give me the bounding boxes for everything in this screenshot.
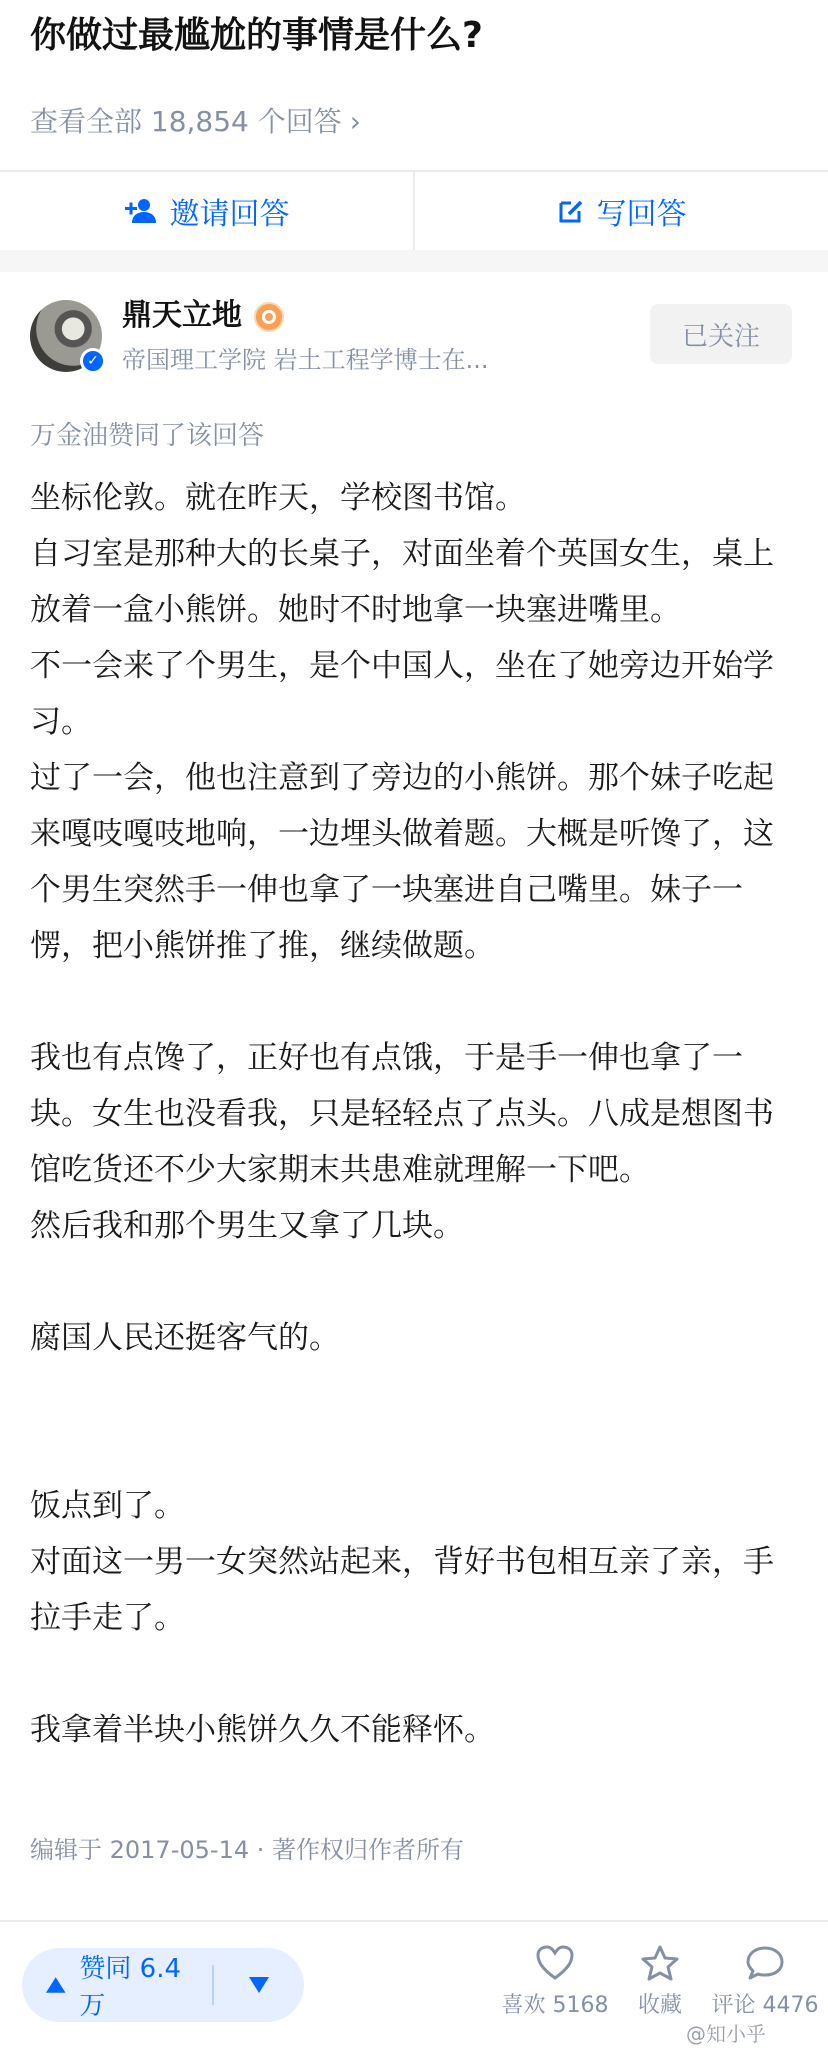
triangle-up-icon (44, 1975, 67, 1995)
write-answer-label: 写回答 (596, 197, 687, 232)
comment-button[interactable] (710, 1944, 820, 2019)
section-gap (0, 250, 828, 272)
invite-answer-label: 邀请回答 (169, 197, 290, 232)
downvote-button[interactable] (214, 1948, 304, 2022)
author-row (0, 272, 828, 392)
view-all-label: 查看全部 18,854 个回答 (30, 105, 342, 138)
view-all-answers-link[interactable] (30, 100, 361, 144)
watermark: @知小乎 (686, 2022, 766, 2046)
answer-paragraph: 我也有点馋了，正好也有点饿，于是手一伸也拿了一块。女生也没看我，只是轻轻点了点头。八成是想图书馆吃货还不少大家期末共患难就理解一下吧。 (30, 1040, 774, 1188)
collect-label: 收藏 (637, 1993, 682, 2018)
answer-paragraph: 自习室是那种大的长桌子，对面坐着个英国女生，桌上放着一盒小熊饼。她时不时地拿一块塞进嘴里。 (30, 536, 774, 628)
verified-badge-icon: ✓ (80, 348, 106, 374)
blank-line (30, 974, 800, 1030)
vote-pill (22, 1948, 304, 2022)
collect-button[interactable] (605, 1944, 715, 2019)
star-icon (640, 1944, 680, 1982)
bottom-action-bar (0, 1920, 828, 2052)
edit-meta: 编辑于 2017-05-14 · 著作权归作者所有 (30, 1836, 464, 1864)
blank-line (30, 1646, 800, 1702)
question-header (0, 0, 828, 172)
orange-badge-icon (254, 302, 284, 332)
answer-paragraph: 对面这一男一女突然站起来，背好书包相互亲了亲，手拉手走了。 (30, 1544, 774, 1636)
heart-icon (535, 1944, 575, 1982)
answer-paragraph: 我拿着半块小熊饼久久不能释怀。 (30, 1712, 495, 1748)
write-answer-button[interactable] (415, 172, 828, 250)
add-person-icon (124, 196, 158, 226)
blank-line (30, 1422, 800, 1478)
triangle-down-icon (247, 1975, 271, 1995)
question-action-bar (0, 172, 828, 250)
comment-label: 评论 4476 (711, 1993, 819, 2018)
chevron-right-icon: › (349, 105, 361, 138)
author-name[interactable]: 鼎天立地 (122, 298, 242, 333)
answer-content (30, 470, 800, 1758)
like-button[interactable] (500, 1944, 610, 2019)
edit-icon (557, 197, 585, 225)
answer-paragraph: 饭点到了。 (30, 1488, 185, 1524)
answer-paragraph: 坐标伦敦。就在昨天，学校图书馆。 (30, 480, 526, 516)
answer-paragraph: 不一会来了个男生，是个中国人，坐在了她旁边开始学习。 (30, 648, 774, 740)
question-title[interactable]: 你做过最尴尬的事情是什么? (30, 15, 483, 56)
comment-bubble-icon (745, 1944, 785, 1982)
answer-paragraph: 然后我和那个男生又拿了几块。 (30, 1208, 464, 1244)
like-label: 喜欢 5168 (501, 1993, 609, 2018)
blank-line (30, 1366, 800, 1422)
blank-line (30, 1254, 800, 1310)
upvoted-by-text: 万金油赞同了该回答 (30, 421, 265, 451)
author-bio: 帝国理工学院 岩土工程学博士在... (122, 346, 489, 374)
upvote-label: 赞同 6.4 万 (79, 1954, 182, 2021)
follow-button[interactable]: 已关注 (650, 304, 792, 364)
upvote-button[interactable] (22, 1948, 212, 2022)
invite-answer-button[interactable] (0, 172, 413, 250)
answer-paragraph: 过了一会，他也注意到了旁边的小熊饼。那个妹子吃起来嘎吱嘎吱地响，一边埋头做着题。大概是听馋了，这个男生突然手一伸也拿了一块塞进自己嘴里。妹子一愣，把小熊饼推了推，继续做题。 (30, 760, 774, 964)
answer-paragraph: 腐国人民还挺客气的。 (30, 1320, 340, 1356)
